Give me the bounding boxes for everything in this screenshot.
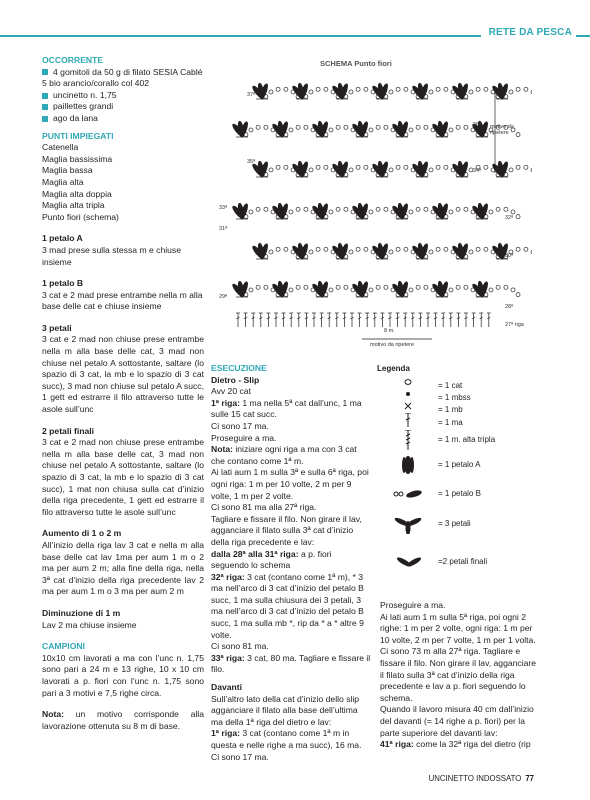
bottom-motif-label: motivo da ripetere <box>370 342 415 348</box>
chain-mark <box>464 125 468 129</box>
chain-mark <box>516 87 520 91</box>
chain-mark <box>396 165 400 169</box>
paragraph: Ci sono 81 ma alla 27ª riga. <box>211 502 317 513</box>
chain-mark <box>276 87 280 91</box>
chain-mark <box>524 165 528 169</box>
chain-mark <box>404 247 408 251</box>
chain-mark <box>356 165 360 169</box>
chain-mark <box>496 285 500 289</box>
chain-mark <box>264 207 268 211</box>
chain-mark <box>336 207 340 211</box>
chain-mark <box>429 250 433 254</box>
stitches-heading: PUNTI IMPIEGATI <box>42 130 114 141</box>
chain-mark <box>309 168 313 172</box>
chain-mark <box>456 125 460 129</box>
chain-mark <box>269 250 273 254</box>
chain-mark <box>469 250 473 254</box>
chain-mark <box>524 247 528 251</box>
chain-mark <box>409 128 413 132</box>
chain-mark <box>289 128 293 132</box>
chain-mark <box>409 210 413 214</box>
chain-mark <box>416 285 420 289</box>
bullet-square-icon <box>42 93 48 99</box>
chain-mark <box>284 247 288 251</box>
legend-text: = 1 m. alta tripla <box>438 435 496 444</box>
chain-mark <box>256 207 260 211</box>
middle-column <box>211 363 371 763</box>
petal-b-text: 3 cat e 2 mad prese entrambe nella m alla base delle cat e chiuse insieme <box>42 289 203 312</box>
section-tag: RETE DA PESCA <box>481 27 576 38</box>
chain-mark <box>324 165 328 169</box>
diagram-title: SCHEMA Punto fiori <box>320 59 392 68</box>
row-label-right: 36ª <box>473 122 482 128</box>
chain-mark <box>304 207 308 211</box>
chain-mark <box>424 207 428 211</box>
paragraph: Proseguire a ma. <box>211 432 277 443</box>
row-label-right: 30ª <box>505 253 514 259</box>
legend-item <box>392 484 572 504</box>
chain-mark <box>276 247 280 251</box>
legend-item <box>392 430 572 450</box>
chain-mark <box>409 288 413 292</box>
legend-text: = 1 mbss <box>438 393 471 402</box>
chain-mark <box>489 288 493 292</box>
chain-mark <box>269 90 273 94</box>
chain-mark <box>384 285 388 289</box>
chain-mark <box>524 87 528 91</box>
legend-text: =2 petali finali <box>438 557 488 566</box>
page-footer <box>429 774 534 783</box>
paragraph: 1ª riga: 3 cat (contano come 1ª m in questa e nelle righe a ma succ), 16 ma. <box>211 728 362 750</box>
chain-mark <box>436 87 440 91</box>
chain-mark <box>264 125 268 129</box>
decrease-text: Lav 2 ma chiuse insieme <box>42 619 137 630</box>
paragraph: Ai lati aum 1 m sulla 3ª e sulla 6ª riga, poi ogni riga: 1 m per 10 volte, 2 m per 9 volte, 1 m per 2 volte. <box>211 467 369 501</box>
chain-mark <box>424 285 428 289</box>
chain-mark <box>256 125 260 129</box>
legend-title: Legenda <box>377 364 410 373</box>
paragraph: Quando il lavoro misura 40 cm dall’inizio del davanti (= 14 righe a p. fiori) per la parte superiore del davanti lav: <box>380 704 534 738</box>
chain-mark <box>484 87 488 91</box>
legend-text: = 1 mb <box>438 405 463 414</box>
chain-mark <box>349 168 353 172</box>
chain-mark <box>329 210 333 214</box>
row-label-left: 37ª <box>247 92 256 98</box>
paragraph: dalla 28ª alla 31ª riga: a p. fiori seguendo lo schema <box>211 548 332 571</box>
chain-mark <box>456 285 460 289</box>
chain-mark <box>256 285 260 289</box>
chain-mark <box>336 125 340 129</box>
back-heading: Dietro - Slip <box>211 374 260 385</box>
two-petals-icon <box>392 552 434 572</box>
three-petals-text: 3 cat e 2 mad non chiuse prese entrambe nella m alla base delle cat, 3 mad non chiuse nel petalo A sottostante, saltare (lo spazio di 3 cat, la mb e lo spazio di 3 cat succ), 3 mad non chiuse sul petalo A succ, 1 gett ed estrarre il filo attraverso tutte le asole sull’unc <box>42 334 204 415</box>
materials-item: paillettes grandi <box>42 101 204 113</box>
chain-mark <box>329 288 333 292</box>
chain-mark <box>424 125 428 129</box>
stitch-item: Punto fiori (schema) <box>42 211 119 222</box>
chain-mark <box>416 125 420 129</box>
paragraph: Tagliare e fissare il filo. Non girare il lav, agganciare il filato sulla 3ª cat d’inizio della riga precedente e lav: <box>211 513 362 547</box>
stitch-item: Maglia alta tripla <box>42 200 105 211</box>
chain-mark <box>376 125 380 129</box>
chain-mark <box>316 87 320 91</box>
chain-mark <box>336 285 340 289</box>
chain-mark <box>289 288 293 292</box>
chain-mark <box>364 165 368 169</box>
left-column <box>42 55 204 732</box>
page-number: 77 <box>525 774 534 783</box>
chain-mark <box>404 87 408 91</box>
bullet-square-icon <box>42 116 48 122</box>
chain-mark <box>509 168 513 172</box>
chain-mark <box>404 165 408 169</box>
chain-mark <box>444 247 448 251</box>
chain-mark <box>389 250 393 254</box>
chain-mark <box>284 165 288 169</box>
gauge-heading: CAMPIONI <box>42 641 85 652</box>
chain-mark <box>476 247 480 251</box>
stitch-item: Maglia alta <box>42 176 84 187</box>
chain-mark <box>496 207 500 211</box>
paragraph: Ci sono 73 m alla 27ª riga. Tagliare e fissare il filo. Non girare il lav, agganciare il filato sulla 3ª cat d’inizio della riga precedente e lav a p. fiori seguendo lo schema. <box>380 646 537 703</box>
chain-mark <box>364 87 368 91</box>
stitch-item: Maglia bassissima <box>42 153 113 164</box>
legend-item <box>392 514 572 534</box>
chain-mark <box>369 128 373 132</box>
legend-text: = 1 ma <box>438 418 463 427</box>
chain-mark <box>509 90 513 94</box>
gauge-note: Nota: un motivo corrisponde alla lavorazione ottenuta su 8 m di base. <box>42 709 204 731</box>
materials-item: ago da lana <box>42 113 204 125</box>
chain-mark <box>344 207 348 211</box>
magazine-name: UNCINETTO INDOSSATO <box>428 774 522 783</box>
row-label-left: 33ª <box>219 205 228 211</box>
chain-mark <box>264 285 268 289</box>
right-column <box>380 600 540 751</box>
legend-text: = 1 cat <box>438 381 463 390</box>
chain-mark <box>476 87 480 91</box>
chain-mark <box>296 125 300 129</box>
chain-mark <box>429 90 433 94</box>
three-petals-heading: 3 petali <box>42 322 72 333</box>
chain-mark <box>429 168 433 172</box>
paragraph: Avv 20 cat <box>211 386 251 397</box>
chain-mark <box>436 165 440 169</box>
front-heading: Davanti <box>211 682 243 693</box>
chain-mark <box>516 247 520 251</box>
paragraph: 33ª riga: 3 cat, 80 ma. Tagliare e fissare il filo. <box>211 652 371 675</box>
paragraph: 41ª riga: come la 32ª riga del dietro (rip <box>380 739 531 750</box>
chain-mark <box>531 168 532 172</box>
paragraph: Nota: iniziare ogni riga a ma con 3 cat che contano come 1ª m. <box>211 444 357 466</box>
chain-mark <box>269 168 273 172</box>
three-petals-icon <box>392 514 434 534</box>
stitch-item: Maglia bassa <box>42 165 93 176</box>
chain-mark <box>444 165 448 169</box>
bullet-square-icon <box>42 69 48 75</box>
row-label-left: 35ª <box>247 159 256 165</box>
petal-b-icon <box>392 484 434 504</box>
crochet-chart <box>212 75 532 345</box>
materials-item: 4 gomitoli da 50 g di filato SESIA Cablé 5 bio arancio/corallo col 402 <box>42 66 203 89</box>
chain-mark <box>469 90 473 94</box>
chain-mark <box>349 250 353 254</box>
chain-mark <box>511 288 515 292</box>
chain-mark <box>384 125 388 129</box>
chain-mark <box>531 250 532 254</box>
chain-mark <box>396 247 400 251</box>
chain-mark <box>444 87 448 91</box>
chain-mark <box>376 285 380 289</box>
stitch-item: Catenella <box>42 142 79 153</box>
chain-mark <box>356 247 360 251</box>
legend-text: = 1 petalo B <box>438 489 481 498</box>
chain-mark <box>369 288 373 292</box>
row-label-right: 27ª riga <box>505 322 524 328</box>
chain-mark <box>464 285 468 289</box>
row-label-right: 28ª <box>505 304 514 310</box>
chain-mark <box>316 247 320 251</box>
chain-mark <box>449 288 453 292</box>
chain-mark <box>484 247 488 251</box>
base-label: 8 m. <box>384 328 395 334</box>
chain-mark <box>456 207 460 211</box>
increase-heading: Aumento di 1 o 2 m <box>42 528 122 539</box>
chain-mark <box>436 247 440 251</box>
chain-mark <box>249 288 253 292</box>
chain-mark <box>344 125 348 129</box>
chain-mark <box>504 207 508 211</box>
chain-mark <box>316 165 320 169</box>
chain-mark <box>449 128 453 132</box>
increase-text: All’inizio della riga lav 3 cat e nella m alla base delle cat lav 1ma per aum 1 m o 2 ma per aum 2 m; alla fine della riga, nella 3ª cat d’inizio della riga precedente lav 2 ma per aum 1 m o 3 ma per aum 2 m <box>42 539 204 597</box>
paragraph: Sull’altro lato della cat d’inizio dello slip agganciare il filato alla base dell’ultima ma della 1ª riga del dietro e lav: <box>211 693 360 727</box>
row-label-right: 32ª <box>505 215 514 221</box>
petal-a-icon <box>392 455 434 475</box>
stitch-item: Maglia alta doppia <box>42 188 112 199</box>
chain-mark <box>464 207 468 211</box>
paragraph: 32ª riga: 3 cat (contano come 1ª m), * 3 ma nell’arco di 3 cat d’inizio del petalo B succ, 1 ma sulla chiusura dei 3 petali, 3 ma nell’arco di 3 cat d’inizio del petalo B succ, 1 ma sulla mb *, rip da * a * altre 9 volte. <box>211 571 364 640</box>
chain-mark <box>329 128 333 132</box>
legend-text: = 3 petali <box>438 519 471 528</box>
execution-heading: ESECUZIONE <box>211 363 267 373</box>
motif-label: motivo da ripetere <box>490 124 514 136</box>
chain-mark <box>349 90 353 94</box>
paragraph: 1ª riga: 1 ma nella 5ª cat dall’unc, 1 ma sulle 15 cat succ. <box>211 397 362 420</box>
chain-mark <box>364 247 368 251</box>
chain-mark <box>389 168 393 172</box>
chain-mark <box>309 90 313 94</box>
two-petals-text: 3 cat e 2 mad non chiuse prese entrambe nella m alla base delle cat, 3 mad non chiuse nel petalo A sottostante, saltare (lo spazio di 3 cat, la mb e lo spazio di 3 cat succ), 1 mat non chiusa sulla cat d’inizio della riga precedente, 1 gett ed estrarre il filo attraverso tutte le asole sull’unc <box>42 437 204 517</box>
legend-item <box>392 455 572 475</box>
chain-mark <box>344 285 348 289</box>
decrease-heading: Diminuzione di 1 m <box>42 607 121 618</box>
chain-mark <box>369 210 373 214</box>
paragraph: Ci sono 17 ma. <box>211 751 269 762</box>
chain-mark <box>396 87 400 91</box>
chain-mark <box>504 285 508 289</box>
bullet-square-icon <box>42 104 48 110</box>
legend-text: = 1 petalo A <box>438 460 481 469</box>
chain-mark <box>276 165 280 169</box>
chain-mark <box>324 87 328 91</box>
chain-mark <box>389 90 393 94</box>
chain-mark <box>296 285 300 289</box>
chain-mark <box>324 247 328 251</box>
chain-mark <box>516 165 520 169</box>
chain-mark <box>309 250 313 254</box>
chain-mark <box>356 87 360 91</box>
chain-mark <box>376 207 380 211</box>
legend-item <box>392 552 572 572</box>
chain-mark <box>484 165 488 169</box>
materials-heading: OCCORRENTE <box>42 55 104 65</box>
chain-mark <box>516 293 520 297</box>
row-label-right: 34ª <box>473 168 482 174</box>
row-label-left: 29ª <box>219 294 228 300</box>
chain-mark <box>304 125 308 129</box>
petal-b-heading: 1 petalo B <box>42 278 84 289</box>
paragraph: Proseguire a ma. <box>380 600 446 610</box>
petal-a-text: 3 mad prese sulla stessa m e chiuse insieme <box>42 244 181 267</box>
two-petals-heading: 2 petali finali <box>42 425 95 436</box>
chain-mark <box>384 207 388 211</box>
materials-item: uncinetto n. 1,75 <box>42 90 204 102</box>
paragraph: Ci sono 17 ma. <box>211 420 269 431</box>
chain-mark <box>289 210 293 214</box>
chain-mark <box>249 210 253 214</box>
paragraph: Ci sono 81 ma. <box>211 641 269 652</box>
paragraph: Ai lati aum 1 m sulla 5ª riga, poi ogni 2 righe: 1 m per 2 volte, ogni riga: 1 m per 10 volte, 2 m per 7 volte, 1 m per 1 volta. <box>380 611 536 645</box>
petal-a-heading: 1 petalo A <box>42 233 83 244</box>
chain-mark <box>296 207 300 211</box>
chain-mark <box>489 210 493 214</box>
chain-mark <box>449 210 453 214</box>
chain-mark <box>531 90 532 94</box>
chain-mark <box>304 285 308 289</box>
chain-mark <box>511 210 515 214</box>
triple-crochet-icon <box>392 430 434 450</box>
row-label-left: 31ª <box>219 226 228 232</box>
chain-mark <box>249 128 253 132</box>
gauge-text: 10x10 cm lavorati a ma con l’unc n. 1,75 sono pari a 24 m e 13 righe, 10 x 10 cm lavorati a p. fiori con l’unc n. 1,75 sono pari a 3 motivi e 7,5 righe circa. <box>42 652 204 698</box>
chain-mark <box>416 207 420 211</box>
chain-mark <box>516 215 520 219</box>
chain-mark <box>284 87 288 91</box>
